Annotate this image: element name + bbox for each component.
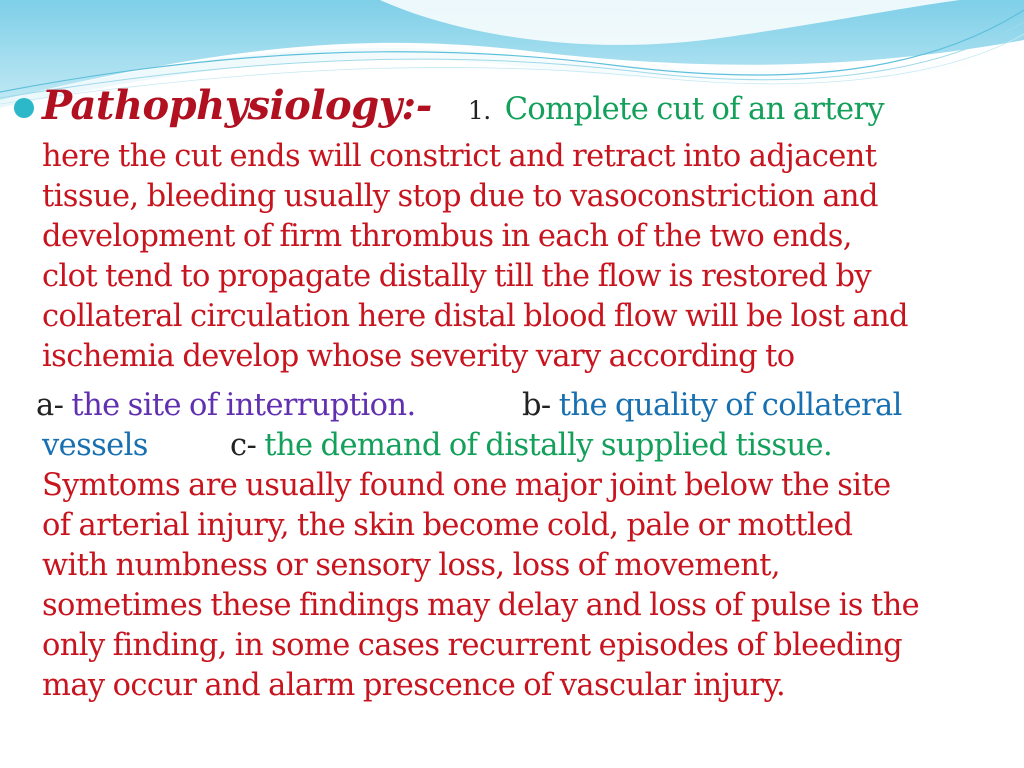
factor-c-line xyxy=(230,426,832,466)
factor-b-text-continued: vessels xyxy=(42,428,148,463)
paragraph-line: development of firm thrombus in each of the two ends, xyxy=(42,219,852,254)
factor-a-text: the site of interruption. xyxy=(71,388,416,423)
factor-c-text: the demand of distally supplied tissue. xyxy=(264,428,833,463)
point-number: 1. xyxy=(467,96,491,125)
factor-b-marker: b- xyxy=(522,388,551,423)
paragraph-line: only finding, in some cases recurrent episodes of bleeding xyxy=(42,628,903,663)
paragraph-line: may occur and alarm prescence of vascular injury. xyxy=(42,668,786,703)
paragraph-line: collateral circulation here distal blood flow will be lost and xyxy=(42,299,908,334)
factor-b-text: the quality of collateral xyxy=(558,388,902,423)
slide-title: Pathophysiology:- xyxy=(42,82,432,129)
paragraph-line: Symtoms are usually found one major joint below the site xyxy=(42,468,891,503)
point-heading: Complete cut of an artery xyxy=(504,92,885,127)
paragraph-line: clot tend to propagate distally till the flow is restored by xyxy=(42,259,871,294)
paragraph-line: of arterial injury, the skin become cold, pale or mottled xyxy=(42,508,853,543)
paragraph-line: with numbness or sensory loss, loss of movement, xyxy=(42,548,780,583)
paragraph-line: here the cut ends will constrict and retract into adjacent xyxy=(42,139,877,174)
paragraph-line: ischemia develop whose severity vary according to xyxy=(42,339,795,374)
factor-b-line xyxy=(522,386,902,426)
factor-a-marker: a- xyxy=(36,388,64,423)
factor-c-marker: c- xyxy=(230,428,257,463)
paragraph-line: tissue, bleeding usually stop due to vasoconstriction and xyxy=(42,179,878,214)
factors-line-1 xyxy=(36,386,416,426)
factors-line-2 xyxy=(42,426,148,466)
bullet-icon xyxy=(14,98,34,118)
title-line xyxy=(42,82,885,131)
paragraph-line: sometimes these findings may delay and loss of pulse is the xyxy=(42,588,920,623)
